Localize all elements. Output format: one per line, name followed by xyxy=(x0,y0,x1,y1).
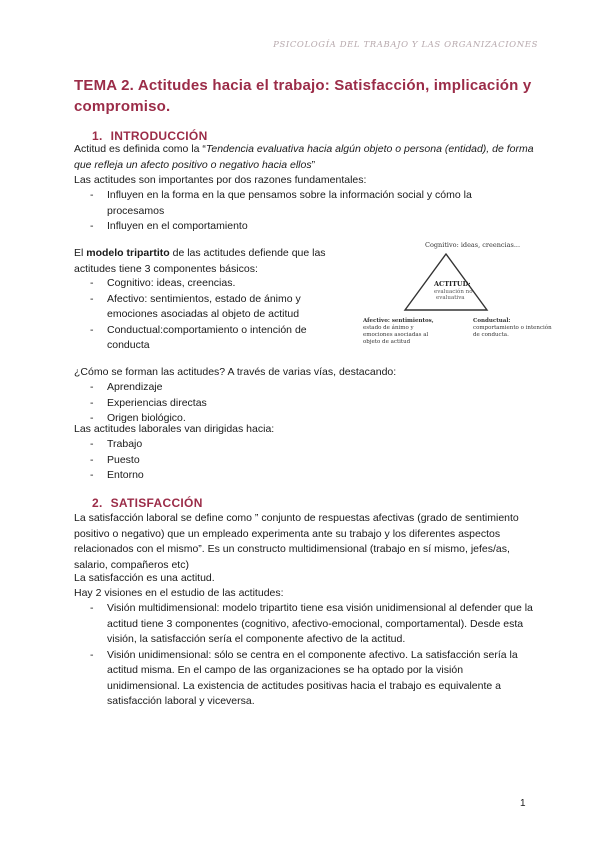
section-number: 1. xyxy=(92,129,103,143)
list-item: - Influyen en el comportamiento xyxy=(74,219,494,235)
figure-center-sub: evaluativa xyxy=(436,295,465,301)
list-item: - Visión unidimensional: sólo se centra en el componente afectivo. La satisfacción sería la actitud misma. En el campo de las organizaciones se ha optado por la visión unidimensional. La existencia de actitudes positivas hacia el trabajo es equivalente a satisfacción laboral y viceversa. xyxy=(74,648,534,710)
list-item: - Afectivo: sentimientos, estado de ánimo y emociones asociadas al objeto de actitud xyxy=(74,292,346,323)
figure-label-line: comportamiento o intención xyxy=(473,325,552,331)
figure-label-conductual xyxy=(473,318,552,338)
section-heading-introduccion xyxy=(92,129,208,143)
figure-center-title: ACTITUD: xyxy=(434,280,471,288)
list-item: - Entorno xyxy=(74,468,494,484)
reasons-list xyxy=(74,188,494,235)
figure-label-line: emociones asociadas al xyxy=(363,332,429,338)
definition-close: ” xyxy=(311,158,316,171)
list-item: - Conductual:comportamiento o intención de conducta xyxy=(74,323,346,354)
definition-paragraph xyxy=(74,142,534,173)
figure-label-line: Afectivo: sentimientos, xyxy=(363,318,434,324)
section-heading-text: INTRODUCCIÓN xyxy=(110,129,208,143)
model-pre: El xyxy=(74,247,87,259)
document-title: TEMA 2. Actitudes hacia el trabajo: Satisfacción, implicación y compromiso. xyxy=(74,77,532,115)
page-number: 1 xyxy=(520,798,526,809)
targets-intro: Las actitudes laborales van dirigidas hacia: xyxy=(74,423,275,435)
section-heading-text: SATISFACCIÓN xyxy=(110,496,203,510)
satisfaction-definition: La satisfacción laboral se define como ” conjunto de respuestas afectivas (grado de sentimiento positivo o negativo) que un empleado experimenta ante su trabajo y los diferentes aspectos relacionados con el mismo”. Es un constructo multidimensional (trabajo en sí mismo, jefes/as, salario, compañeros etc) xyxy=(74,512,519,571)
running-header: PSICOLOGÍA DEL TRABAJO Y LAS ORGANIZACIONES xyxy=(273,40,538,50)
list-item: - Experiencias directas xyxy=(74,396,494,412)
figure-label-cognitivo: Cognitivo: ideas, creencias... xyxy=(425,241,521,249)
list-item: - Influyen en la forma en la que pensamos sobre la información social y cómo la procesamos xyxy=(74,188,494,219)
section-heading-satisfaccion xyxy=(92,496,203,510)
section-number: 2. xyxy=(92,496,103,510)
satisfaction-is-attitude: La satisfacción es una actitud. xyxy=(74,572,215,584)
model-paragraph xyxy=(74,246,352,277)
list-item: - Puesto xyxy=(74,453,494,469)
list-item: - Aprendizaje xyxy=(74,380,494,396)
visions-list xyxy=(74,601,534,710)
model-post: de las actitudes defiende que las actitudes tiene 3 componentes básicos: xyxy=(74,247,326,275)
list-item: - Visión multidimensional: modelo tripartito tiene esa visión unidimensional al defender que la actitud tiene 3 componentes (cognitivo, afectivo-emocional, comportamental). Desde esta visión, la satisfacción sería el componente afectivo de la actitud. xyxy=(74,601,534,648)
figure-label-afectivo xyxy=(362,318,434,345)
figure-label-line: Conductual: xyxy=(473,318,511,324)
figure-label-line: de conducta. xyxy=(473,332,509,338)
tripartite-model-diagram xyxy=(355,235,552,355)
definition-lead: Actitud es definida como la “ xyxy=(74,143,206,155)
definition-quote: Tendencia evaluativa hacia algún objeto o persona (entidad), de forma que refleja un afecto positivo o negativo hacia ellos xyxy=(74,143,534,171)
list-item: - Trabajo xyxy=(74,437,494,453)
model-bold: modelo tripartito xyxy=(86,247,170,259)
formation-intro: ¿Cómo se forman las actitudes? A través de varias vías, destacando: xyxy=(74,366,397,378)
figure-center-sub: evaluación no xyxy=(434,289,473,295)
visions-intro: Hay 2 visiones en el estudio de las actitudes: xyxy=(74,587,284,599)
list-item: - Origen biológico. xyxy=(74,411,494,427)
figure-label-line: estado de ánimo y xyxy=(363,325,414,331)
figure-label-line: objeto de actitud xyxy=(363,339,411,345)
components-list xyxy=(74,276,346,354)
formation-list xyxy=(74,380,494,427)
targets-list xyxy=(74,437,494,484)
reasons-intro: Las actitudes son importantes por dos razones fundamentales: xyxy=(74,174,367,186)
list-item: - Cognitivo: ideas, creencias. xyxy=(74,276,346,292)
